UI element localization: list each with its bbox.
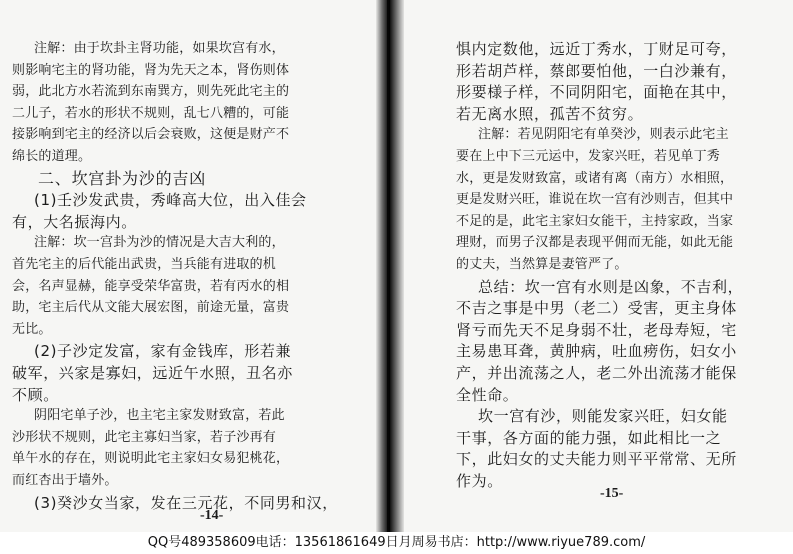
right-page-text-line: 水，更是发财致富，或诸有离（南方）水相照， [456,170,734,186]
right-page-text-line: 干事，各方面的能力强，如此相比一之 [456,428,722,447]
left-page-text-line: 破军，兴家是寡妇，远近午水照，丑名亦 [12,364,293,382]
right-page-number: -15- [600,486,624,501]
right-page-text-line: 理财，而男子汉都是表现平佣而无能，如此无能 [456,235,734,251]
left-page-text-line: 会，名声显赫，能享受荣华富贵，若有丙水的相 [12,278,290,294]
left-page-text-line: 接影响到宅主的经济以后会衰败，这便是财产不 [12,127,290,143]
left-page-text-line: 不顾。 [12,385,59,404]
left-page-text-line: 注解：由于坎卦主肾功能，如果坎宫有水， [34,41,285,56]
left-page-text-line: 绵长的道理。 [12,149,92,164]
right-page-text-line: 不足的是，此宅主家妇女能干，主持家政，当家 [456,213,734,229]
right-page-text-line: 产，并出流荡之人，老二外出流荡才能保 [456,364,737,382]
left-page-text-line: 助，宅主后代从文能大展宏图，前途无量，富贵 [12,300,290,316]
right-page-text-line: 惧内定数他，远近丁秀水，丁财足可夸， [456,40,737,58]
left-page-text-line: 首先宅主的后代能出武贵，当兵能有进取的机 [12,257,277,272]
left-page-text-line: 而红杏出于墙外。 [12,473,118,488]
left-page-text-line: 沙形状不规则，此宅主寡妇当家，若子沙再有 [12,429,277,445]
left-page-text-line: (3)癸沙女当家，发在三元花，不同男和汉， [34,493,338,512]
right-page-text-line: 更是发财兴旺，谁说在坎一宫有沙则吉，但其中 [456,192,734,208]
left-page-text-line: 二儿子，若水的形状不规则，乱七八糟的，可能 [12,105,290,121]
left-page-text-line: 弱，此北方水若流到东南巽方，则先死此宅主的 [12,84,290,100]
left-page-text-line: 无比。 [12,321,52,337]
right-page-text-line: 形要様子样，不同阴阳宅，面艳在其中， [456,83,737,102]
right-page-text-line: 的丈夫，当然算是妻管严了。 [456,257,628,272]
left-page-text-line: 单午水的存在，则说明此宅主家妇女易犯桃花， [12,451,290,467]
left-page-text-line: 注解：坎一宫卦为沙的情况是大吉大利的， [34,235,285,251]
left-page-number: -14- [200,508,224,523]
left-page-text-line: 阴阳宅单子沙，也主宅主家发财致富，若此 [34,408,285,424]
left-page-text-line: (2)子沙定发富，家有金钱库，形若兼 [34,342,292,361]
left-page-text-line: 二、坎宫卦为沙的吉凶 [38,168,207,188]
right-page-text-line: 若无离水照，孤苦不贫穷。 [456,104,644,123]
footer-banner: QQ号489358609电话：13561861649日月周易书店：http://www.riyue789.com/ [0,532,793,554]
right-page-text-line: 作为。 [456,472,503,490]
right-page-text-line: 不吉之事是中男（老二）受害，更主身体 [456,299,737,318]
right-page-text-line: 下，此妇女的丈夫能力则平平常常、无所 [456,450,737,469]
right-page-text-line: 形若胡芦样，蔡郎要怕他，一白沙兼有， [456,61,737,80]
right-page-text-line: 主易患耳聋，黄肿病，吐血痨伤，妇女小 [456,342,737,361]
right-page-text-line: 肾亏而先天不足身弱不壮，老母寿短，宅 [456,320,737,339]
right-page-text-line: 总结：坎一宫有水则是凶象，不吉利， [478,277,744,296]
book-spine-shadow [376,0,404,540]
left-page [0,0,384,532]
right-page-text-line: 注解：若见阴阳宅有单癸沙，则表示此宅主 [478,127,729,143]
right-page-text-line: 坎一宫有沙，则能发家兴旺，妇女能 [478,407,728,426]
left-page-text-line: (1)壬沙发武贵，秀峰高大位，出入佳会 [34,191,307,210]
right-page-text-line: 全性命。 [456,385,519,404]
right-page-text-line: 要在上中下三元运中，发家兴旺，若见单丁秀 [456,149,721,164]
right-page [404,0,793,532]
left-page-text-line: 有，大名振海内。 [12,212,137,231]
left-page-text-line: 则影响宅主的肾功能，肾为先天之本，肾伤则体 [12,62,290,78]
